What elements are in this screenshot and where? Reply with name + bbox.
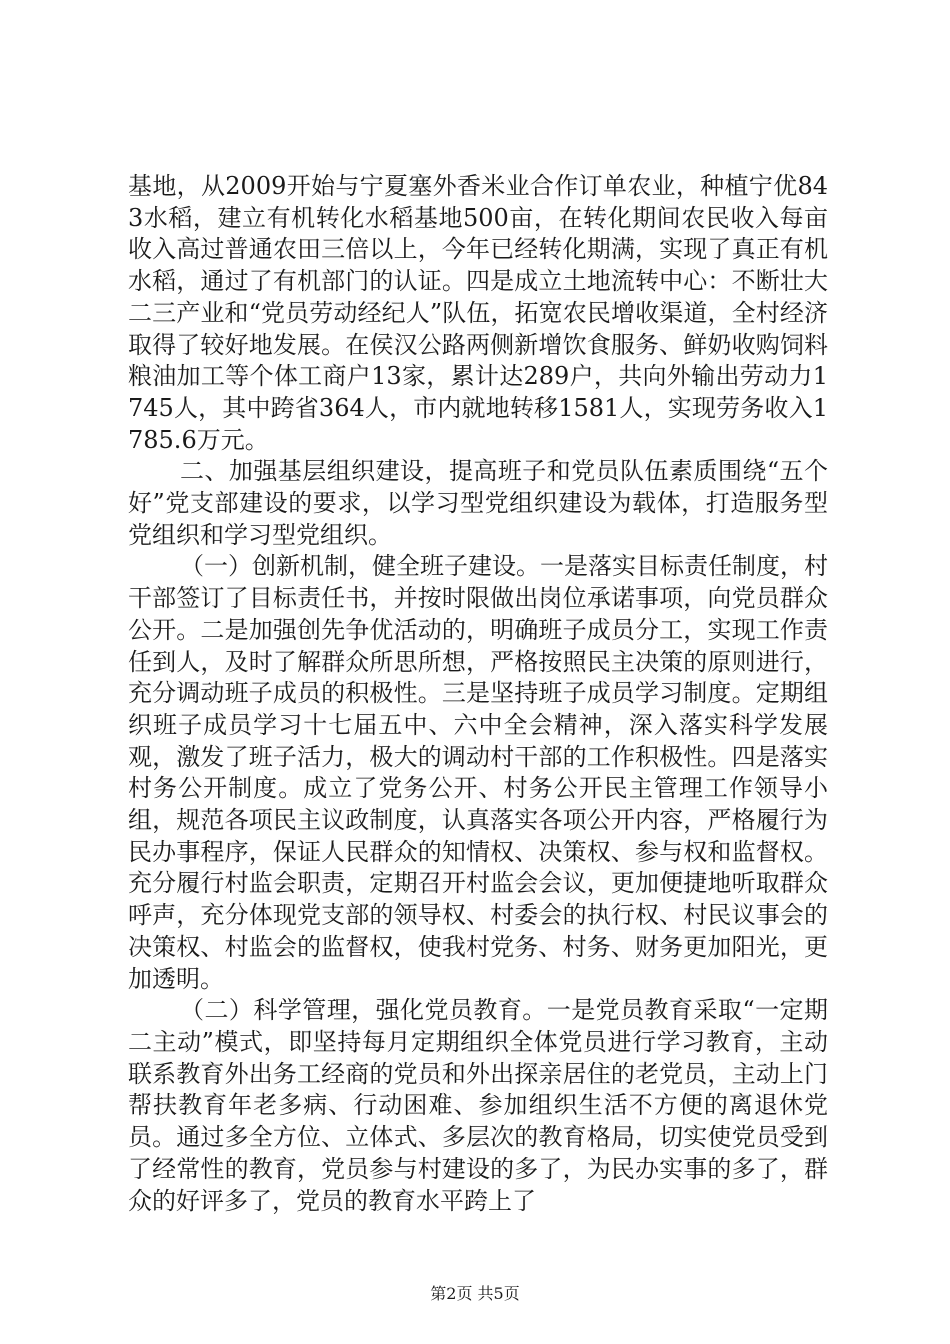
section-heading-paragraph: 二、加强基层组织建设，提高班子和党员队伍素质围绕“五个好”党支部建设的要求，以学习型党组织建设为载体，打造服务型党组织和学习型党组织。 — [128, 457, 828, 549]
body-paragraph-subsection-1: （一）创新机制，健全班子建设。一是落实目标责任制度，村干部签订了目标责任书，并按时限做出岗位承诺事项，向党员群众公开。二是加强创先争优活动的，明确班子成员分工，实现工作责任到人，及时了解群众所思所想，严格按照民主决策的原则进行，充分调动班子成员的积极性。三是坚持班子成员学习制度。定期组织班子成员学习十七届五中、六中全会精神，深入落实科学发展观，激发了班子活力，极大的调动村干部的工作积极性。四是落实村务公开制度。成立了党务公开、村务公开民主管理工作领导小组，规范各项民主议政制度，认真落实各项公开内容，严格履行为民办事程序，保证人民群众的知情权、决策权、参与权和监督权。充分履行村监会职责，定期召开村监会会议，更加便捷地听取群众呼声，充分体现党支部的领导权、村委会的执行权、村民议事会的决策权、村监会的监督权，使我村党务、村务、财务更加阳光，更加透明。 — [128, 552, 828, 993]
page-number-footer: 第2页 共5页 — [430, 1284, 520, 1303]
body-paragraph-subsection-2: （二）科学管理，强化党员教育。一是党员教育采取“一定期二主动”模式，即坚持每月定期组织全体党员进行学习教育，主动联系教育外出务工经商的党员和外出探亲居住的老党员，主动上门帮扶教育年老多病、行动困难、参加组织生活不方便的离退休党员。通过多全方位、立体式、多层次的教育格局，切实使党员受到了经常性的教育，党员参与村建设的多了，为民办实事的多了，群众的好评多了，党员的教育水平跨上了 — [128, 996, 828, 1215]
document-body — [128, 171, 828, 1217]
body-paragraph-continuation: 基地，从2009开始与宁夏塞外香米业合作订单农业，种植宁优843水稻，建立有机转化水稻基地500亩，在转化期间农民收入每亩收入高过普通农田三倍以上，今年已经转化期满，实现了真正有机水稻，通过了有机部门的认证。四是成立土地流转中心：不断壮大二三产业和“党员劳动经纪人”队伍，拓宽农民增收渠道，全村经济取得了较好地发展。在侯汉公路两侧新增饮食服务、鲜奶收购饲料粮油加工等个体工商户13家，累计达289户，共向外输出劳动力1745人，其中跨省364人，市内就地转移1581人，实现劳务收入1785.6万元。 — [128, 172, 828, 454]
